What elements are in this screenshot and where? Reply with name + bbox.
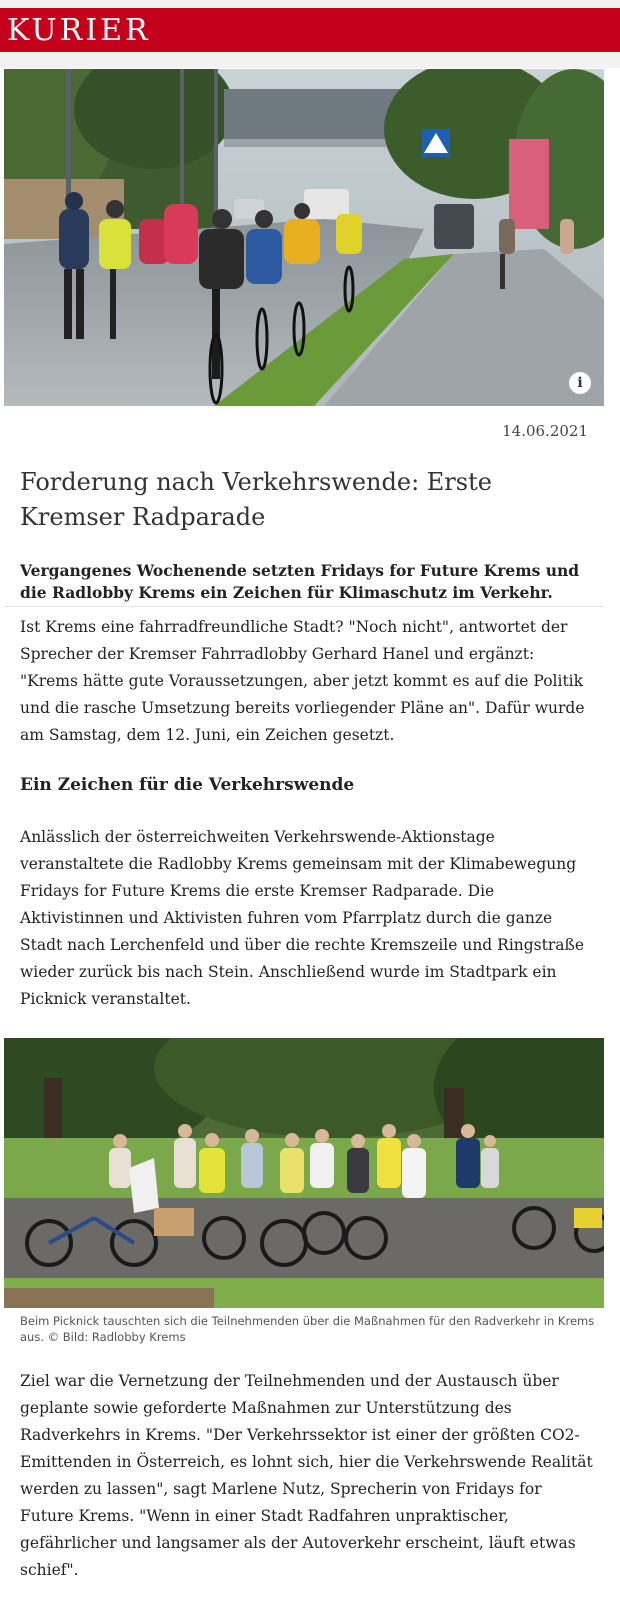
divider (4, 606, 604, 607)
article-title: Forderung nach Verkehrswende: Erste Kremser Radparade (20, 468, 492, 531)
article-lead: Vergangenes Wochenende setzten Fridays for Future Krems und die Radlobby Krems ein Zeichen für Klimaschutz im Verkehr. (20, 561, 580, 602)
kurier-logo[interactable]: KURIER (7, 13, 151, 48)
photo-caption: Beim Picknick tauschten sich die Teilnehmenden über die Maßnahmen für den Radverkehr in Krems aus. © Bild: Radlobby Krems (20, 1314, 595, 1344)
hero-photo (4, 69, 604, 406)
picnic-photo-illustration (4, 1038, 604, 1308)
image-info-button[interactable] (569, 372, 591, 394)
picnic-group-photo (4, 1038, 604, 1308)
article-paragraph-2: Anlässlich der österreichweiten Verkehrswende-Aktionstage veranstaltete die Radlobby Krems gemeinsam mit der Klimabewegung Fridays for Future Krems die erste Kremser Radparade. Die Aktivistinnen und Aktivisten fuhren vom Pfarrplatz durch die ganze Stadt nach Lerchenfeld und über die rechte Kremszeile und Ringstraße wieder zurück bis nach Stein. Anschließend wurde im Stadtpark ein Picknick veranstaltet. (20, 828, 585, 1008)
info-icon: i (577, 375, 583, 391)
header-gap (0, 52, 620, 68)
article-paragraph-3: Ziel war die Vernetzung der Teilnehmenden und der Austausch über geplante sowie geforderte Maßnahmen zur Unterstützung des Radverkehrs in Krems. "Der Verkehrssektor ist einer der größten CO2-Emittenden in Österreich, es lohnt sich, hier die Verkehrswende Realität werden zu lassen", sagt Marlene Nutz, Sprecherin von Fridays for Future Krems. "Wenn in einer Stadt Radfahren unpraktischer, gefährlicher und langsamer als der Autoverkehr erscheint, läuft etwas schief". (20, 1372, 593, 1579)
article-paragraph-1: Ist Krems eine fahrradfreundliche Stadt? "Noch nicht", antwortet der Sprecher der Kremser Fahrradlobby Gerhard Hanel und ergänzt: "Krems hätte gute Voraussetzungen, aber jetzt kommt es auf die Politik und die rasche Umsetzung bereits vorliegender Pläne an". Dafür wurde am Samstag, dem 12. Juni, ein Zeichen gesetzt. (20, 618, 585, 744)
site-header (0, 8, 620, 52)
hero-photo-illustration (4, 69, 604, 406)
publish-date: 14.06.2021 (502, 422, 588, 440)
article-subheading: Ein Zeichen für die Verkehrswende (20, 775, 355, 795)
top-strip (0, 0, 620, 8)
